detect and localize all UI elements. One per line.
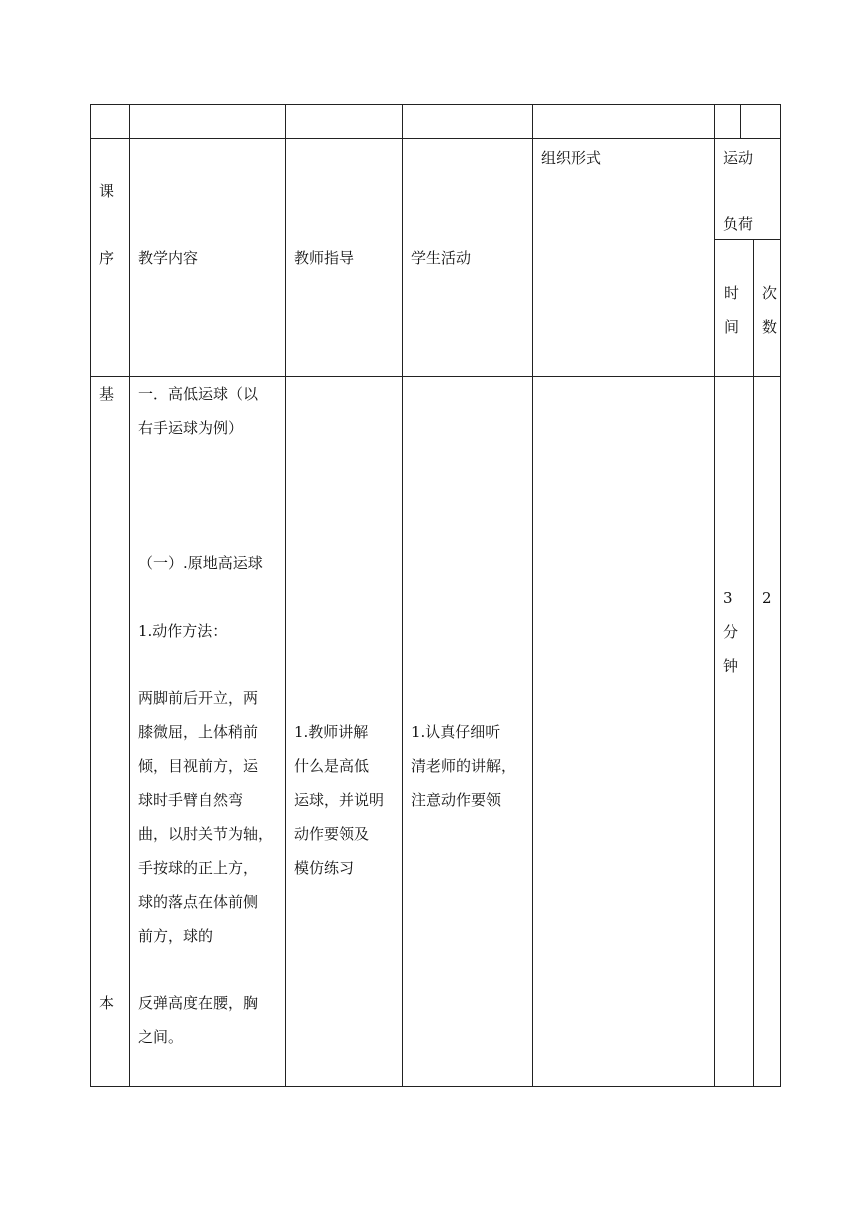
col-divider-time-count	[753, 239, 754, 1087]
content-tail: 反弹高度在腰，胸 之间。	[138, 994, 259, 1046]
col-divider	[129, 104, 130, 1087]
table-border-top	[90, 104, 781, 105]
table-row-divider	[90, 138, 781, 139]
header-count-2: 数	[762, 318, 778, 336]
header-seq-1: 课	[99, 182, 115, 200]
row-seq-2: 本	[99, 994, 115, 1012]
table-border-bottom	[90, 1086, 781, 1087]
header-time-1: 时	[724, 284, 740, 302]
content-title: 一．高低运球（以 右手运球为例）	[138, 385, 259, 437]
header-seq-2: 序	[99, 249, 115, 267]
col-divider	[714, 104, 715, 1087]
table-border-left	[90, 104, 91, 1087]
header-org: 组织形式	[541, 149, 602, 167]
col-divider	[402, 104, 403, 1087]
header-count-1: 次	[762, 284, 778, 302]
lesson-plan-table	[90, 104, 781, 1087]
table-border-right	[780, 104, 781, 1087]
header-content: 教学内容	[138, 249, 199, 267]
header-load-2: 负荷	[723, 215, 754, 233]
count-value: 2	[762, 589, 772, 607]
content-subtitle: （一）.原地高运球	[138, 554, 263, 572]
content-body: 两脚前后开立，两 膝微屈，上体稍前 倾，目视前方，运 球时手臂自然弯 曲，以肘关节为轴， 手按球的正上方， 球的落点在体前侧 前方，球的	[138, 689, 274, 945]
row-seq-1: 基	[99, 385, 115, 403]
col-divider	[532, 104, 533, 1087]
header-load-1: 运动	[723, 149, 754, 167]
header-time-2: 间	[724, 318, 740, 336]
teacher-guidance: 1.教师讲解 什么是高低 运球，并说明 动作要领及 模仿练习	[294, 723, 385, 877]
col-divider	[285, 104, 286, 1087]
student-activity: 1.认真仔细听 清老师的讲解， 注意动作要领	[411, 723, 517, 809]
header-teacher: 教师指导	[294, 249, 355, 267]
time-value: 3 分 钟	[723, 589, 739, 675]
col-divider-top-row	[740, 104, 741, 138]
content-method: 1.动作方法：	[138, 622, 228, 640]
header-student: 学生活动	[411, 249, 472, 267]
